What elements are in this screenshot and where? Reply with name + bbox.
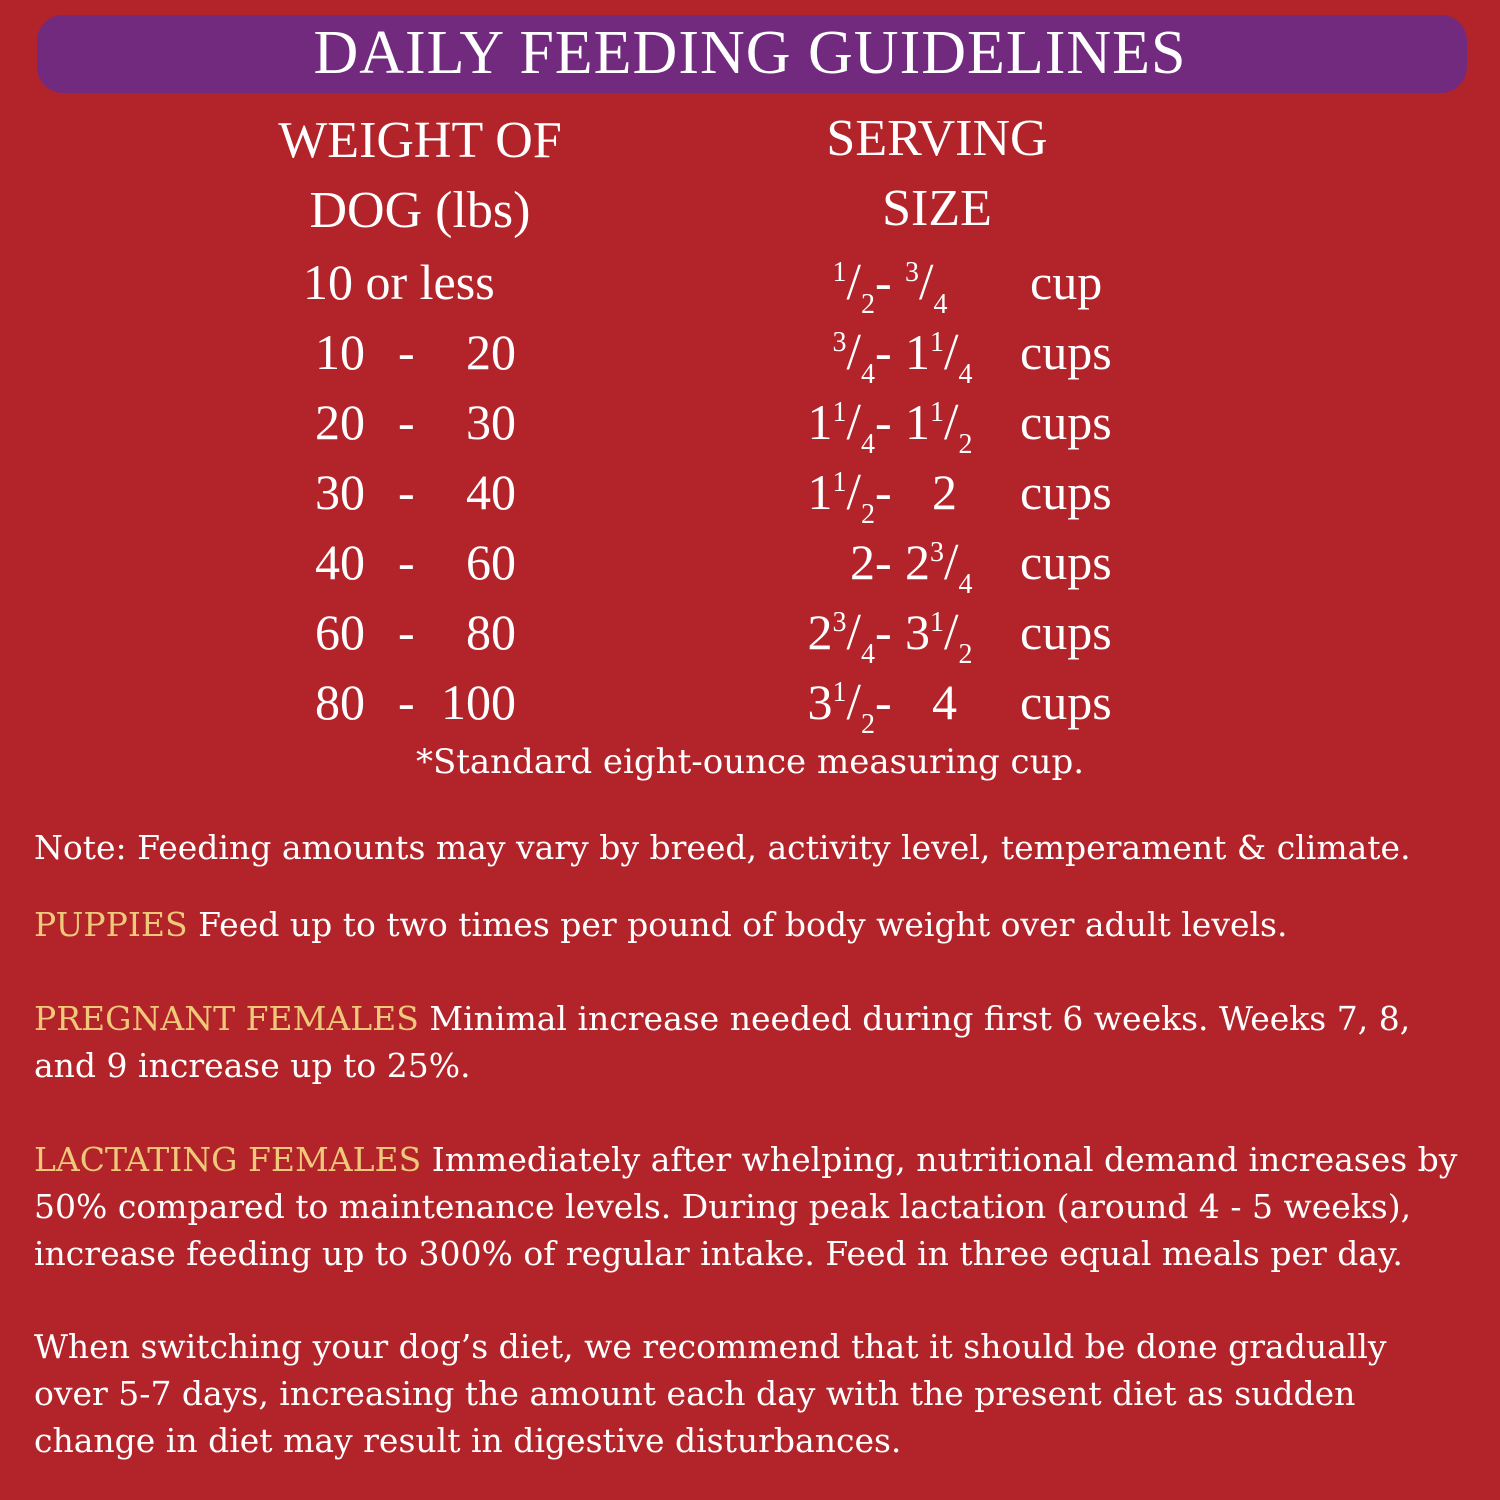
table-row	[0, 387, 1500, 460]
whole: 2	[850, 534, 875, 590]
denominator: 4	[861, 639, 875, 670]
serving-dash: -	[875, 324, 892, 380]
denominator: 4	[861, 429, 875, 460]
serving-min: $3^1/_2$	[807, 674, 875, 740]
weight-high: 30	[466, 394, 516, 450]
numerator: 1	[832, 677, 847, 708]
serving-max	[932, 667, 957, 737]
serving-min: $1^1/_2$	[807, 464, 875, 530]
numerator: 1	[832, 397, 847, 428]
table-row	[0, 667, 1500, 740]
whole: 2	[905, 534, 930, 590]
section-text: Feed up to two times per pound of body weight over adult levels.	[198, 905, 1288, 944]
weight-high: 80	[466, 604, 516, 660]
table-row	[0, 527, 1500, 600]
whole: 2	[807, 604, 833, 660]
serving-unit: cups	[1020, 604, 1112, 660]
serving-unit: cups	[1020, 464, 1112, 520]
serving-unit: cups	[1020, 394, 1112, 450]
denominator: 2	[861, 499, 875, 530]
numerator: 3	[832, 607, 847, 638]
serving-min: $^3/_4$	[832, 324, 875, 390]
weight-low: 30	[315, 464, 365, 520]
serving-unit: cup	[1030, 254, 1103, 310]
serving-column-header	[737, 104, 1137, 244]
numerator: 3	[905, 257, 919, 288]
whole: 1	[905, 324, 930, 380]
numerator: 1	[930, 397, 944, 428]
serving-min: $^1/_2$	[832, 254, 875, 320]
weight-header-line-2: DOG (lbs)	[309, 182, 531, 239]
weight-dash: -	[398, 464, 415, 520]
serving-unit: cups	[1020, 674, 1112, 730]
section-text: Minimal increase needed during first 6 weeks. Weeks 7, 8, and 9 increase up to 25%.	[34, 999, 1411, 1085]
denominator: 4	[933, 289, 948, 320]
serving-min	[850, 527, 875, 597]
whole: 3	[905, 604, 930, 660]
weight-dash: -	[398, 324, 415, 380]
serving-max: $1^1/_4$	[905, 324, 973, 390]
serving-min: $1^1/_4$	[807, 394, 875, 460]
whole: 1	[905, 394, 930, 450]
weight-column-header	[220, 106, 620, 246]
numerator: 1	[930, 327, 944, 358]
whole: 3	[807, 674, 833, 730]
serving-header-line-1: SERVING	[826, 110, 1048, 167]
numerator: 3	[832, 327, 847, 358]
weight-dash: -	[398, 394, 415, 450]
section-puppies	[34, 901, 1470, 948]
table-row	[0, 457, 1500, 530]
serving-max: $^3/_4$	[905, 254, 948, 320]
denominator: 2	[958, 429, 973, 460]
section-label: PUPPIES	[34, 905, 188, 944]
footnote: *Standard eight-ounce measuring cup.	[415, 742, 1085, 782]
section-text: Immediately after whelping, nutritional demand increases by 50% compared to maintenance levels. During peak lactation (around 4 - 5 weeks), increase feeding up to 300% of regular intake. Feed in three equal meals per day.	[34, 1140, 1458, 1273]
serving-dash: -	[875, 394, 892, 450]
whole: 1	[807, 394, 833, 450]
weight-high: 60	[466, 534, 516, 590]
weight-dash: -	[398, 674, 415, 730]
whole: 2	[932, 464, 957, 520]
weight-low: 10	[315, 324, 365, 380]
closing-paragraph: When switching your dog’s diet, we recommend that it should be done gradually over 5-7 days, increasing the amount each day with the present diet as sudden change in diet may result in digestive disturbances.	[34, 1327, 1387, 1460]
denominator: 2	[958, 639, 973, 670]
weight-dash: -	[398, 604, 415, 660]
serving-dash: -	[875, 254, 892, 310]
note: Note: Feeding amounts may vary by breed, activity level, temperament & climate.	[34, 828, 1411, 867]
serving-header-line-2: SIZE	[882, 180, 992, 237]
serving-max	[932, 457, 957, 527]
weight-high: 40	[466, 464, 516, 520]
weight-low: 20	[315, 394, 365, 450]
serving-dash: -	[875, 604, 892, 660]
table-row	[0, 247, 1500, 320]
denominator: 4	[861, 359, 875, 390]
weight-header-line-1: WEIGHT OF	[278, 112, 562, 169]
section-lactating	[34, 1136, 1470, 1277]
weight-low: 40	[315, 534, 365, 590]
weight-range: 10 or less	[303, 254, 495, 310]
section-pregnant	[34, 995, 1470, 1089]
page-title: DAILY FEEDING GUIDELINES	[313, 19, 1187, 87]
section-label: LACTATING FEMALES	[34, 1140, 422, 1179]
whole: 1	[807, 464, 833, 520]
denominator: 4	[958, 569, 973, 600]
denominator: 4	[958, 359, 973, 390]
serving-max: $2^3/_4$	[905, 534, 973, 600]
serving-dash: -	[875, 674, 892, 730]
serving-max: $1^1/_2$	[905, 394, 973, 460]
numerator: 1	[832, 467, 847, 498]
weight-low: 60	[315, 604, 365, 660]
section-label: PREGNANT FEMALES	[34, 999, 419, 1038]
weight-low: 80	[315, 674, 365, 730]
serving-max: $3^1/_2$	[905, 604, 973, 670]
denominator: 2	[861, 289, 875, 320]
serving-dash: -	[875, 534, 892, 590]
table-row	[0, 597, 1500, 670]
serving-dash: -	[875, 464, 892, 520]
numerator: 1	[930, 607, 944, 638]
serving-min: $2^3/_4$	[807, 604, 875, 670]
serving-unit: cups	[1020, 534, 1112, 590]
serving-unit: cups	[1020, 324, 1112, 380]
whole: 4	[932, 674, 957, 730]
table-row	[0, 317, 1500, 390]
weight-high: 20	[466, 324, 516, 380]
denominator: 2	[861, 709, 875, 740]
weight-high: 100	[441, 674, 516, 730]
numerator: 3	[930, 537, 944, 568]
weight-dash: -	[398, 534, 415, 590]
numerator: 1	[832, 257, 847, 288]
